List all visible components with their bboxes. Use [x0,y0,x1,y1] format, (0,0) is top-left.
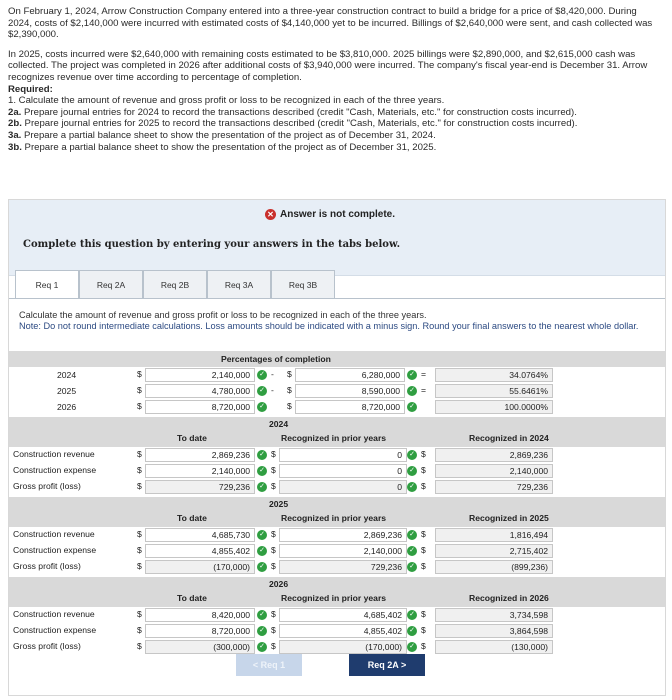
dollar-sign: $ [271,449,276,459]
current-year-value: 3,864,598 [435,624,553,638]
prior-years-input[interactable]: 0 [279,448,407,462]
prior-years-value: (170,000) [279,640,407,654]
dollar-sign: $ [137,625,142,635]
dollar-sign: $ [287,401,292,411]
check-icon: ✓ [407,642,417,652]
dollar-sign: $ [271,609,276,619]
check-icon: ✓ [257,466,267,476]
dollar-sign: $ [271,465,276,475]
row-label: Construction revenue [13,529,95,539]
check-icon: ✓ [257,482,267,492]
answer-panel [8,199,666,696]
dollar-sign: $ [271,481,276,491]
table-row [9,479,665,495]
poc-year: 2025 [57,386,77,396]
check-icon: ✓ [257,546,267,556]
poc-row-2024 [9,367,665,383]
dollar-sign: $ [137,385,142,395]
check-icon: ✓ [257,370,267,380]
section-2024-header [9,417,665,447]
status-message [265,209,395,220]
required-2b [8,118,658,130]
dollar-sign: $ [137,465,142,475]
operator-equals: = [421,385,427,395]
req-tabs [15,270,335,299]
to-date-input[interactable]: 8,420,000 [145,608,255,622]
tab-req-3b[interactable]: Req 3B [271,270,335,298]
check-icon: ✓ [257,610,267,620]
poc-title: Percentages of completion [221,354,331,364]
check-icon: ✓ [257,626,267,636]
answer-banner [9,200,665,276]
current-year-value: 729,236 [435,480,553,494]
req-description-text: Calculate the amount of revenue and gross profit or loss to be recognized in each of the three years. [19,310,427,320]
required-3a-text: Prepare a partial balance sheet to show the presentation of the project as of December 31, 2024. [24,129,436,141]
poc-cost-to-date-input[interactable]: 2,140,000 [145,368,255,382]
table-row [9,463,665,479]
prev-req-button[interactable]: < Req 1 [236,654,302,676]
dollar-sign: $ [137,561,142,571]
current-year-value: 2,715,402 [435,544,553,558]
to-date-value: (300,000) [145,640,255,654]
to-date-input[interactable]: 2,140,000 [145,464,255,478]
table-row [9,559,665,575]
poc-header-row [9,351,665,367]
dollar-sign: $ [421,529,426,539]
col-prior-years: Recognized in prior years [281,593,387,603]
table-row [9,447,665,463]
table-row [9,607,665,623]
check-icon: ✓ [407,482,417,492]
col-current-year: Recognized in 2025 [469,513,549,523]
check-icon: ✓ [407,402,417,412]
operator-minus: - [271,385,274,395]
section-year: 2024 [269,419,289,429]
current-year-value: 2,140,000 [435,464,553,478]
required-2b-tag: 2b. [8,118,22,130]
tab-req-3a[interactable]: Req 3A [207,270,271,298]
check-icon: ✓ [407,466,417,476]
dollar-sign: $ [137,529,142,539]
check-icon: ✓ [407,562,417,572]
check-icon: ✓ [407,386,417,396]
poc-year: 2026 [57,402,77,412]
check-icon: ✓ [257,450,267,460]
col-to-date: To date [177,513,207,523]
tab-req-2b[interactable]: Req 2B [143,270,207,298]
poc-year: 2024 [57,370,77,380]
table-row [9,623,665,639]
req-description [19,310,659,331]
table-row [9,527,665,543]
prior-years-input[interactable]: 4,855,402 [279,624,407,638]
section-2026-header [9,577,665,607]
required-3a-tag: 3a. [8,129,22,141]
dollar-sign: $ [421,481,426,491]
check-icon: ✓ [407,610,417,620]
dollar-sign: $ [137,609,142,619]
check-icon: ✓ [407,450,417,460]
section-year: 2026 [269,579,289,589]
current-year-value: 1,816,494 [435,528,553,542]
check-icon: ✓ [257,562,267,572]
required-2a-tag: 2a. [8,106,22,118]
prior-years-input[interactable]: 2,140,000 [279,544,407,558]
tab-req-1[interactable]: Req 1 [15,270,79,299]
row-label: Construction revenue [13,609,95,619]
required-3b [8,142,658,154]
status-text: Answer is not complete. [280,209,396,220]
table-row [9,543,665,559]
to-date-input[interactable]: 8,720,000 [145,624,255,638]
check-icon: ✓ [257,642,267,652]
dollar-sign: $ [137,449,142,459]
prior-years-input[interactable]: 0 [279,464,407,478]
dollar-sign: $ [421,561,426,571]
poc-total-cost-input[interactable]: 6,280,000 [295,368,405,382]
required-2a [8,107,658,119]
instruction-text: Complete this question by entering your answers in the tabs below. [23,239,401,250]
row-label: Construction expense [13,545,97,555]
row-label: Construction expense [13,465,97,475]
prior-years-input[interactable]: 2,869,236 [279,528,407,542]
to-date-input[interactable]: 4,855,402 [145,544,255,558]
dollar-sign: $ [137,641,142,651]
dollar-sign: $ [137,401,142,411]
intro-paragraph-1: On February 1, 2024, Arrow Construction Company entered into a three-year construction contract to build a bridge for a price of $8,420,000. During 2024, costs of $2,140,000 were incurred with estimated costs of $4,140,000 yet to be incurred. Billings of $2,640,000 were sent, and cash collected was $2,390,000. [8,6,653,41]
operator-minus: - [271,369,274,379]
dollar-sign: $ [421,625,426,635]
intro-paragraph-2 [8,49,658,84]
intro-paragraph-2-text: In 2025, costs incurred were $2,640,000 with remaining costs estimated to be $3,810,000. 2025 billings were $2,890,000, and $2,615,000 cash was collected. The project was completed in 2026 after additional costs of $3,940,000 were incurred. The company's fiscal year-end is December 31. Arrow recognizes revenue over time according to percentage of completion. [8,48,648,83]
poc-cost-to-date-input[interactable]: 4,780,000 [145,384,255,398]
dollar-sign: $ [421,641,426,651]
dollar-sign: $ [271,529,276,539]
to-date-input[interactable]: 2,869,236 [145,448,255,462]
prior-years-value: 0 [279,480,407,494]
current-year-value: 3,734,598 [435,608,553,622]
check-icon: ✓ [257,530,267,540]
check-icon: ✓ [407,546,417,556]
col-prior-years: Recognized in prior years [281,433,387,443]
row-label: Construction revenue [13,449,95,459]
row-label: Construction expense [13,625,97,635]
dollar-sign: $ [287,385,292,395]
required-2b-text: Prepare journal entries for 2025 to record the transactions described (credit "Cash, Materials, etc." for construction costs incurred). [24,118,578,130]
section-year: 2025 [269,499,289,509]
dollar-sign: $ [271,545,276,555]
next-req-button[interactable]: Req 2A > [349,654,425,676]
required-3b-text: Prepare a partial balance sheet to show the presentation of the project as of December 31, 2025. [24,141,437,153]
dollar-sign: $ [421,449,426,459]
poc-cost-to-date-input[interactable]: 8,720,000 [145,400,255,414]
row-label: Gross profit (loss) [13,561,81,571]
check-icon: ✓ [407,626,417,636]
row-label: Gross profit (loss) [13,641,81,651]
check-icon: ✓ [407,370,417,380]
table-row [9,639,665,655]
poc-row-2026 [9,399,665,415]
poc-total-cost-input[interactable]: 8,720,000 [295,400,405,414]
check-icon: ✓ [257,402,267,412]
dollar-sign: $ [137,545,142,555]
required-heading: Required: [8,83,53,95]
col-to-date: To date [177,593,207,603]
prior-years-value: 729,236 [279,560,407,574]
section-2025-header [9,497,665,527]
tab-req-2a[interactable]: Req 2A [79,270,143,298]
poc-percent-value: 55.6461% [435,384,553,398]
dollar-sign: $ [271,641,276,651]
to-date-value: (170,000) [145,560,255,574]
req-note: Note: Do not round intermediate calculations. Loss amounts should be indicated with a minus sign. Round your final answers to the nearest whole dollar. [19,320,639,331]
required-1: 1. Calculate the amount of revenue and gross profit or loss to be recognized in each of the three years. [8,95,445,107]
current-year-value: (130,000) [435,640,553,654]
col-current-year: Recognized in 2026 [469,593,549,603]
to-date-input[interactable]: 4,685,730 [145,528,255,542]
required-2a-text: Prepare journal entries for 2024 to record the transactions described (credit "Cash, Materials, etc." for construction costs incurred). [24,106,577,118]
col-to-date: To date [177,433,207,443]
poc-percent-value: 34.0764% [435,368,553,382]
poc-total-cost-input[interactable]: 8,590,000 [295,384,405,398]
check-icon: ✓ [407,530,417,540]
operator-equals: = [421,369,427,379]
dollar-sign: $ [271,625,276,635]
check-icon: ✓ [257,386,267,396]
required-3b-tag: 3b. [8,141,22,153]
poc-percent-value: 100.0000% [435,400,553,414]
dollar-sign: $ [287,369,292,379]
error-x-icon: ✕ [265,209,276,220]
dollar-sign: $ [421,545,426,555]
current-year-value: (899,236) [435,560,553,574]
dollar-sign: $ [421,609,426,619]
problem-statement [8,6,658,153]
to-date-value: 729,236 [145,480,255,494]
col-prior-years: Recognized in prior years [281,513,387,523]
prior-years-input[interactable]: 4,685,402 [279,608,407,622]
dollar-sign: $ [421,465,426,475]
tab-divider [9,298,665,299]
dollar-sign: $ [271,561,276,571]
row-label: Gross profit (loss) [13,481,81,491]
current-year-value: 2,869,236 [435,448,553,462]
col-current-year: Recognized in 2024 [469,433,549,443]
dollar-sign: $ [137,481,142,491]
poc-row-2025 [9,383,665,399]
required-3a [8,130,658,142]
dollar-sign: $ [137,369,142,379]
